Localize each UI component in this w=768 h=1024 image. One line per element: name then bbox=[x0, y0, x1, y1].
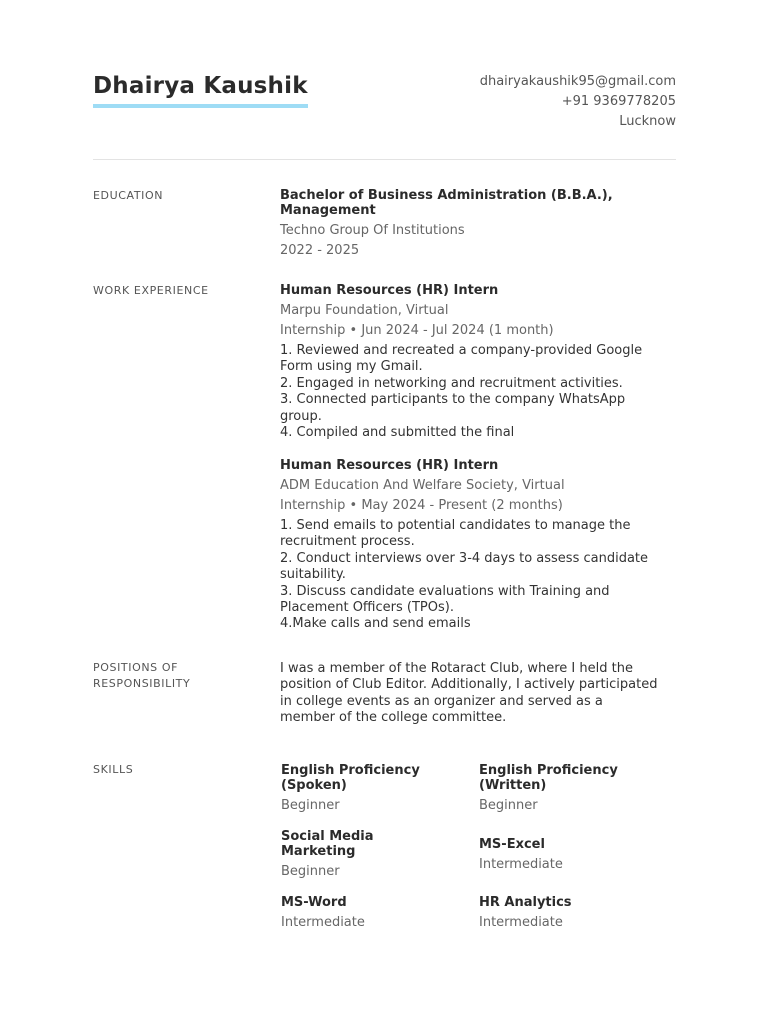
skill-item bbox=[479, 763, 664, 816]
skills-label: SKILLS bbox=[93, 763, 134, 776]
degree-line-1: Bachelor of Business Administration (B.B.A.), bbox=[280, 188, 613, 203]
institution: Techno Group Of Institutions bbox=[280, 223, 465, 238]
skill-item bbox=[281, 763, 466, 816]
positions-line: in college events as an organizer and served as a bbox=[280, 693, 603, 709]
job-title: Human Resources (HR) Intern bbox=[280, 283, 499, 298]
job-description-line: 1. Send emails to potential candidates to manage the bbox=[280, 518, 631, 533]
job-meta: Internship • May 2024 - Present (2 months) bbox=[280, 498, 563, 513]
positions-line: member of the college committee. bbox=[280, 710, 507, 726]
job-description-line: suitability. bbox=[280, 567, 346, 583]
job-description-line: 4.Make calls and send emails bbox=[280, 616, 471, 632]
job-description bbox=[280, 343, 680, 441]
skill-name-cont: Marketing bbox=[281, 844, 356, 859]
skill-name: HR Analytics bbox=[479, 895, 572, 910]
header-divider bbox=[93, 159, 676, 160]
job-description-line: 1. Reviewed and recreated a company-provided Google bbox=[280, 343, 643, 358]
job-description-line: Placement Officers (TPOs). bbox=[280, 600, 454, 616]
skill-item bbox=[479, 895, 664, 933]
skill-level: Beginner bbox=[281, 864, 340, 879]
positions-label bbox=[93, 660, 190, 692]
skill-item bbox=[281, 895, 466, 933]
job-description-line: 2. Conduct interviews over 3-4 days to assess candidate bbox=[280, 550, 649, 566]
skill-level: Intermediate bbox=[479, 915, 563, 930]
education-label: EDUCATION bbox=[93, 189, 164, 202]
resume-header bbox=[93, 72, 676, 132]
skill-name: English Proficiency bbox=[479, 763, 618, 778]
work-entry-2 bbox=[280, 458, 680, 633]
skill-level: Intermediate bbox=[281, 915, 365, 930]
skill-level: Beginner bbox=[281, 798, 340, 813]
positions-line: I was a member of the Rotaract Club, where I held the bbox=[280, 661, 633, 676]
skill-name-cont: (Written) bbox=[479, 778, 547, 793]
positions-description bbox=[280, 661, 680, 727]
job-description-line: recruitment process. bbox=[280, 534, 415, 550]
job-meta: Internship • Jun 2024 - Jul 2024 (1 month) bbox=[280, 323, 554, 338]
job-title: Human Resources (HR) Intern bbox=[280, 458, 499, 473]
job-organization: ADM Education And Welfare Society, Virtual bbox=[280, 478, 565, 493]
job-description-line: Form using my Gmail. bbox=[280, 359, 423, 375]
skill-name: MS-Word bbox=[281, 895, 347, 910]
skill-item bbox=[281, 829, 466, 882]
skill-name: English Proficiency bbox=[281, 763, 420, 778]
positions-line: position of Club Editor. Additionally, I actively participated bbox=[280, 677, 658, 693]
contact-block bbox=[480, 72, 676, 132]
positions-label-line-2: RESPONSIBILITY bbox=[93, 677, 191, 690]
location: Lucknow bbox=[619, 114, 676, 129]
skill-item bbox=[479, 837, 664, 875]
skill-name: Social Media bbox=[281, 829, 374, 844]
candidate-name: Dhairya Kaushik bbox=[93, 72, 308, 108]
education-entry bbox=[280, 188, 680, 261]
skill-level: Beginner bbox=[479, 798, 538, 813]
degree-line-2: Management bbox=[280, 203, 376, 218]
job-description-line: 3. Connected participants to the company WhatsApp bbox=[280, 392, 626, 408]
skill-name-cont: (Spoken) bbox=[281, 778, 347, 793]
work-experience-label: WORK EXPERIENCE bbox=[93, 284, 209, 297]
positions-entry bbox=[280, 661, 680, 727]
job-description-line: 2. Engaged in networking and recruitment activities. bbox=[280, 375, 623, 391]
skill-name: MS-Excel bbox=[479, 837, 545, 852]
job-organization: Marpu Foundation, Virtual bbox=[280, 303, 449, 318]
job-description-line: 3. Discuss candidate evaluations with Training and bbox=[280, 583, 610, 599]
positions-label-line-1: POSITIONS OF bbox=[93, 661, 179, 674]
email-link[interactable]: dhairyakaushik95@gmail.com bbox=[479, 74, 676, 89]
job-description-line: group. bbox=[280, 408, 322, 424]
work-entry-1 bbox=[280, 283, 680, 441]
education-years: 2022 - 2025 bbox=[280, 243, 360, 258]
phone-number: +91 9369778205 bbox=[561, 94, 676, 109]
job-description-line: 4. Compiled and submitted the final bbox=[280, 425, 515, 441]
skill-level: Intermediate bbox=[479, 857, 563, 872]
job-description bbox=[280, 518, 680, 633]
